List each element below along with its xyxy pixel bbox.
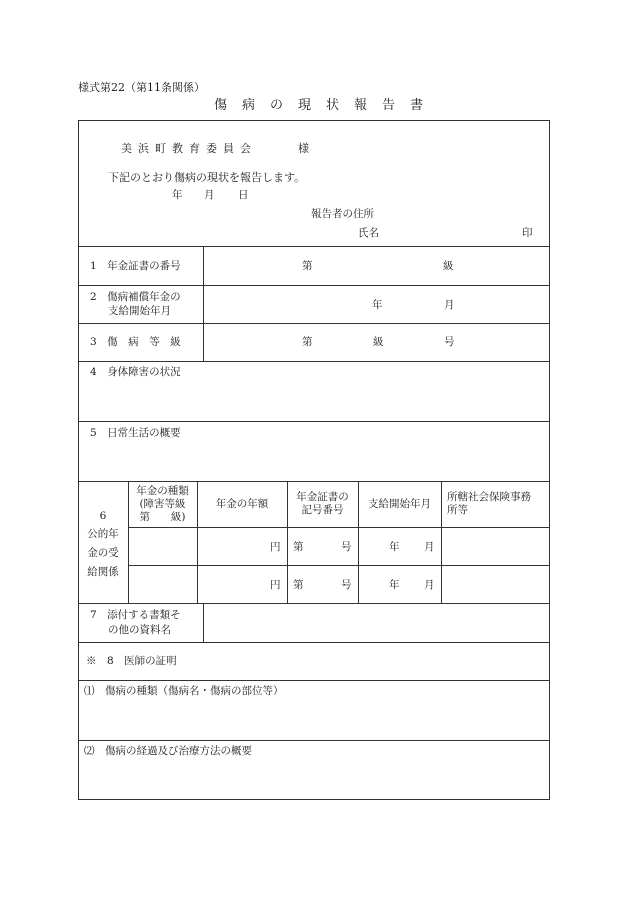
row3-kyu: 級 [373,336,384,348]
seal-mark: 印 [522,227,533,239]
divider [78,481,550,482]
reporter-name-label: 氏名 [358,227,379,239]
pension-yen-2: 円 [270,579,281,591]
row3-label: 3 傷 病 等 級 [90,336,181,348]
row2-label-line1: 2 傷病補償年金の [90,291,181,303]
row2-month: 月 [444,299,455,311]
column-divider [203,246,204,361]
pension-dai-2: 第 [293,579,304,591]
divider [78,285,550,286]
divider [128,565,550,566]
row8-label: ※ 8 医師の証明 [86,655,177,667]
pension-side-line3: 給関係 [87,566,119,578]
row1-kyu: 級 [443,260,454,272]
page-title: 傷 病 の 現 状 報 告 書 [214,98,425,113]
divider [78,361,550,362]
row5-label: 5 日常生活の概要 [90,427,181,439]
row7-label-line1: 7 添付する書類そ [90,609,181,621]
column-divider [441,481,442,603]
pension-month-2: 月 [424,579,435,591]
divider [78,323,550,324]
pension-yen-1: 円 [270,541,281,553]
row3-dai: 第 [302,336,313,348]
pension-go-1: 号 [341,541,352,553]
pension-side-line1: 公的年 [87,528,119,540]
column-divider [203,603,204,642]
divider [78,603,550,604]
date-month: 月 [204,189,215,201]
divider [128,527,550,528]
divider [78,740,550,741]
col-type-line2: (障害等級 [139,498,186,510]
col-type-line3: 第 級) [139,511,186,523]
col-amount: 年金の年額 [215,498,269,510]
pension-month-1: 月 [424,541,435,553]
col-start: 支給開始年月 [368,498,431,510]
doctor-item2: ⑵ 傷病の経過及び治療方法の概要 [84,745,252,757]
row7-label-line2: の他の資料名 [108,624,171,636]
col-office-line2: 所等 [447,504,468,516]
row4-label: 4 身体障害の状況 [90,366,181,378]
row2-label-line2: 支給開始年月 [108,305,171,317]
pension-go-2: 号 [341,579,352,591]
date-year: 年 [172,189,183,201]
doctor-item1: ⑴ 傷病の種類（傷病名・傷病の部位等） [84,685,284,697]
addressee-name: 美浜町教育委員会 [121,142,257,155]
intro-statement: 下記のとおり傷病の現状を報告します。 [108,171,306,184]
pension-year-2: 年 [389,579,400,591]
row1-label: 1 年金証書の番号 [90,260,181,272]
row2-year: 年 [372,299,383,311]
divider [78,421,550,422]
divider [78,680,550,681]
form-number: 様式第22（第11条関係） [78,81,205,94]
row3-go: 号 [444,336,455,348]
reporter-address-label: 報告者の住所 [311,208,374,220]
col-cert-line1: 年金証書の [296,491,349,503]
col-office-line1: 所轄社会保険事務 [447,491,531,503]
divider [78,642,550,643]
addressee-honorific: 様 [298,142,309,155]
date-day: 日 [238,189,249,201]
pension-dai-1: 第 [293,541,304,553]
pension-side-number: 6 [99,510,107,522]
form-frame [78,120,550,800]
row1-dai: 第 [302,260,313,272]
pension-year-1: 年 [389,541,400,553]
divider [78,246,550,247]
col-type-line1: 年金の種類 [136,485,189,497]
col-cert-line2: 記号番号 [301,504,344,516]
pension-side-line2: 金の受 [87,547,119,559]
